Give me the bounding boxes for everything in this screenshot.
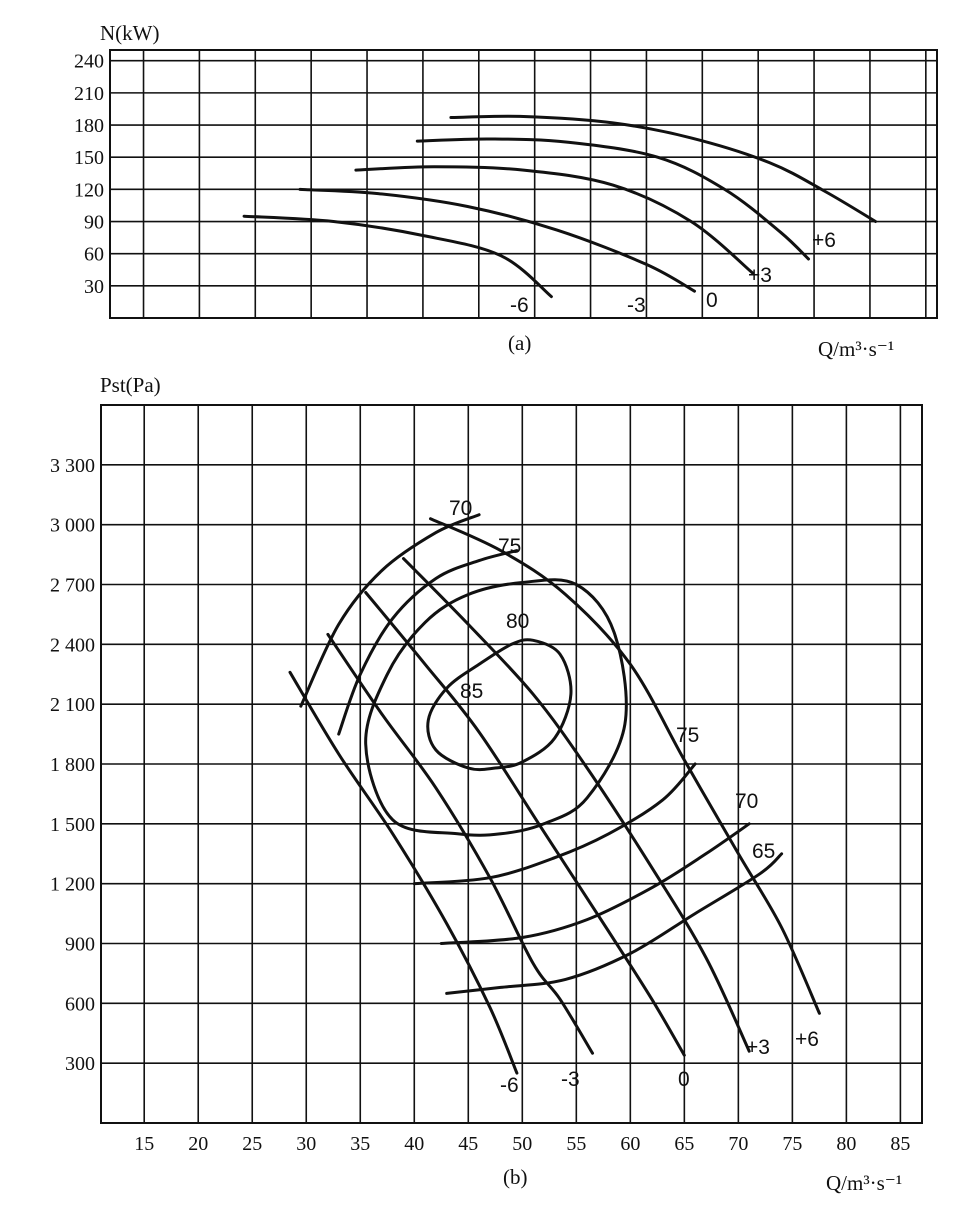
chart-b-x-tick-label: 15 <box>134 1133 155 1155</box>
chart-b-x-ticks <box>134 1133 910 1155</box>
chart-b-x-tick-label: 20 <box>188 1133 209 1155</box>
chart-a-label-plus3: +3 <box>748 264 772 287</box>
chart-b-y-ticks <box>50 455 95 1075</box>
chart-a-label-0: 0 <box>706 289 718 312</box>
chart-b-eff-label-80: 80 <box>506 610 530 633</box>
chart-b-x-tick-label: 85 <box>890 1133 911 1155</box>
chart-b-grid <box>101 405 922 1123</box>
chart-b-y-tick-label: 600 <box>65 993 95 1016</box>
chart-b-y-tick-label: 1 200 <box>50 873 95 896</box>
chart-b-x-tick-label: 40 <box>404 1133 425 1155</box>
chart-b-x-tick-label: 60 <box>620 1133 641 1155</box>
chart-b-eff-label-75-right: 75 <box>676 724 700 747</box>
chart-b-blade-curve <box>290 672 517 1073</box>
chart-a-y-tick-label: 210 <box>74 82 104 105</box>
chart-a-y-tick-label: 90 <box>84 211 104 234</box>
chart-b-eff-label-75-top: 75 <box>498 535 522 558</box>
chart-b-x-tick-label: 75 <box>782 1133 803 1155</box>
chart-b <box>50 373 922 1195</box>
chart-b-eff-label-85: 85 <box>460 680 484 703</box>
chart-a-y-tick-label: 150 <box>74 147 104 170</box>
chart-b-x-tick-label: 25 <box>242 1133 263 1155</box>
chart-b-eff-label-65-right: 65 <box>752 840 776 863</box>
chart-a-curve <box>356 167 753 273</box>
chart-b-xlabel: Q/m³·s⁻¹ <box>826 1171 903 1195</box>
chart-b-y-tick-label: 2 700 <box>50 574 95 597</box>
chart-b-x-tick-label: 65 <box>674 1133 695 1155</box>
chart-a-xlabel: Q/m³·s⁻¹ <box>818 337 895 361</box>
chart-a-y-tick-label: 30 <box>84 275 104 298</box>
chart-b-angle-label-minus3: -3 <box>561 1068 580 1091</box>
chart-b-x-tick-label: 45 <box>458 1133 479 1155</box>
chart-b-angle-label-minus6: -6 <box>500 1074 519 1097</box>
chart-a-curve <box>300 189 695 291</box>
chart-b-efficiency-line <box>301 515 479 707</box>
chart-a-label-minus3: -3 <box>627 294 646 317</box>
chart-b-y-tick-label: 900 <box>65 933 95 956</box>
chart-a-y-tick-label: 60 <box>84 243 104 266</box>
chart-b-y-tick-label: 1 500 <box>50 813 95 836</box>
chart-a-curve <box>244 216 551 296</box>
chart-b-y-tick-label: 3 300 <box>50 454 95 477</box>
chart-b-angle-label-plus3: +3 <box>746 1036 770 1059</box>
chart-b-angle-label-0: 0 <box>678 1068 690 1091</box>
chart-b-x-tick-label: 55 <box>566 1133 587 1155</box>
chart-b-angle-label-plus6: +6 <box>795 1028 819 1051</box>
chart-a-y-tick-label: 240 <box>74 50 104 73</box>
chart-b-x-tick-label: 70 <box>728 1133 749 1155</box>
chart-b-x-tick-label: 30 <box>296 1133 317 1155</box>
chart-a-y-tick-label: 180 <box>74 115 104 138</box>
chart-b-efficiency-line <box>339 551 517 735</box>
chart-b-x-tick-label: 35 <box>350 1133 371 1155</box>
chart-a <box>74 21 937 361</box>
chart-b-eff-label-70-right: 70 <box>735 790 759 813</box>
chart-b-y-tick-label: 300 <box>65 1053 95 1076</box>
chart-b-y-tick-label: 1 800 <box>50 754 95 776</box>
chart-b-efficiency-contour <box>366 580 627 836</box>
chart-b-eff-label-70-top: 70 <box>449 497 473 520</box>
chart-a-label-plus6: +6 <box>812 229 836 252</box>
chart-a-y-ticks <box>74 51 104 298</box>
chart-b-caption: (b) <box>503 1165 528 1189</box>
chart-b-x-tick-label: 50 <box>512 1133 533 1155</box>
chart-b-y-tick-label: 3 000 <box>50 514 95 537</box>
chart-a-y-tick-label: 120 <box>74 179 104 202</box>
chart-a-ylabel: N(kW) <box>100 21 160 45</box>
chart-b-y-tick-label: 2 400 <box>50 634 95 657</box>
chart-b-ylabel: Pst(Pa) <box>100 373 161 397</box>
chart-b-y-tick-label: 2 100 <box>50 694 95 717</box>
chart-b-blade-curve <box>431 519 820 1014</box>
chart-a-caption: (a) <box>508 331 532 355</box>
chart-a-curves <box>244 116 875 296</box>
chart-b-x-tick-label: 80 <box>836 1133 857 1155</box>
chart-a-label-minus6: -6 <box>510 294 529 317</box>
